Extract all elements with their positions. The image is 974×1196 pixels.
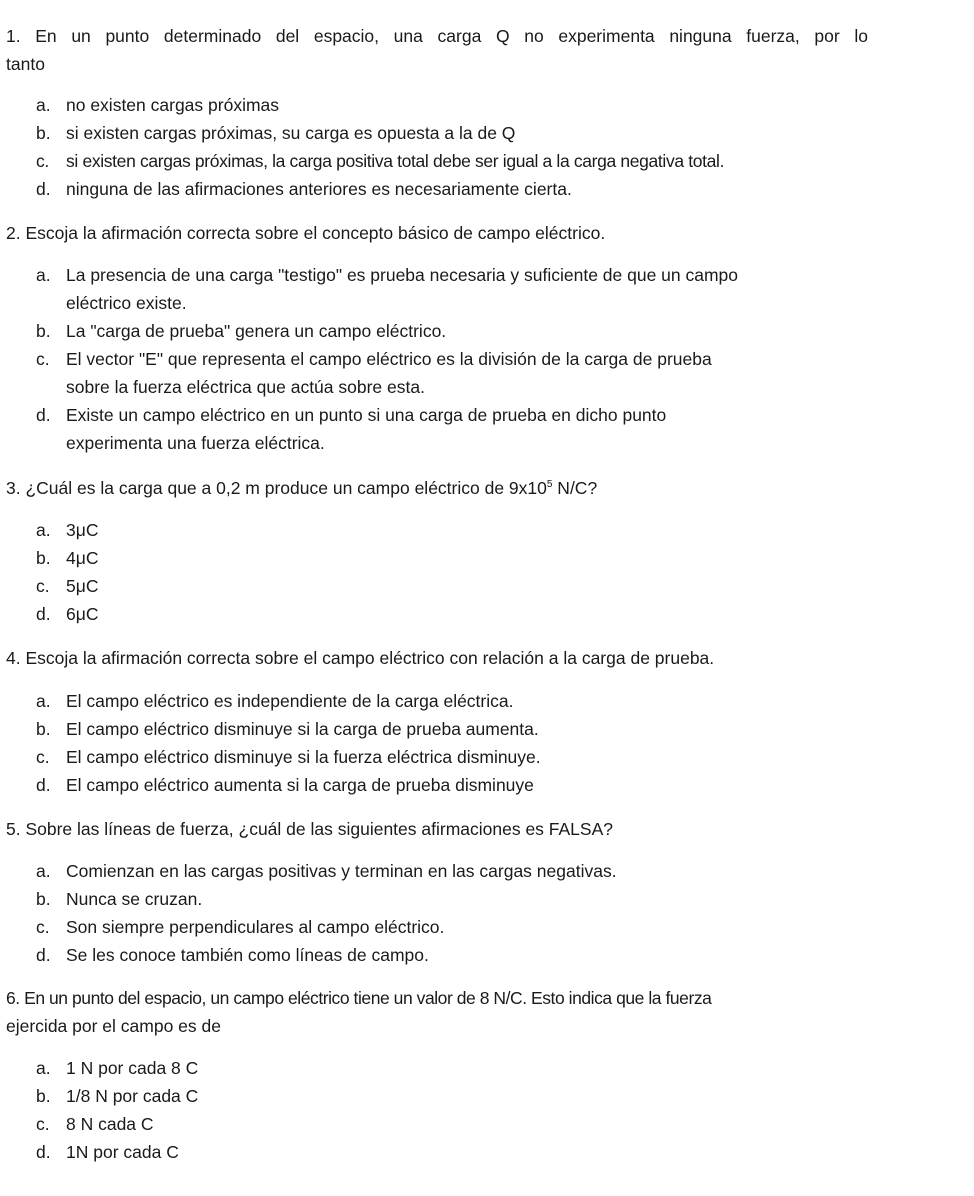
- question-1-option-b: [36, 121, 515, 145]
- question-1-stem: 1. En un punto determinado del espacio, una carga Q no experimenta ninguna fuerza, por lo: [6, 26, 868, 46]
- question-2-option-a: [36, 263, 738, 287]
- option-text: Se les conoce también como líneas de campo.: [66, 945, 429, 965]
- option-text: 8 N cada C: [66, 1114, 154, 1134]
- option-text: si existen cargas próximas, la carga positiva total debe ser igual a la carga negativa total.: [66, 151, 725, 171]
- question-4-option-a: [36, 689, 513, 713]
- option-letter: c.: [36, 917, 50, 937]
- question-5-option-b: [36, 887, 202, 911]
- question-5-option-d: [36, 943, 429, 967]
- question-1-option-a: [36, 93, 279, 117]
- stem-unit: N/C?: [552, 478, 598, 498]
- question-1-option-d: [36, 177, 572, 201]
- option-text: El vector "E" que representa el campo eléctrico es la división de la carga de prueba: [66, 349, 712, 369]
- question-5-stem: 5. Sobre las líneas de fuerza, ¿cuál de las siguientes afirmaciones es FALSA?: [6, 819, 613, 839]
- option-text: ninguna de las afirmaciones anteriores es necesariamente cierta.: [66, 179, 572, 199]
- option-text: 3μC: [66, 520, 99, 540]
- option-letter: a.: [36, 861, 51, 881]
- option-letter: c.: [36, 1114, 50, 1134]
- option-text: La "carga de prueba" genera un campo eléctrico.: [66, 321, 447, 341]
- question-6-option-d: [36, 1140, 179, 1164]
- option-letter: c.: [36, 151, 49, 171]
- question-2-option-d: [36, 403, 666, 427]
- option-text: si existen cargas próximas, su carga es opuesta a la de Q: [66, 123, 516, 143]
- option-text: El campo eléctrico aumenta si la carga de prueba disminuye: [66, 775, 534, 795]
- question-6-option-c: [36, 1112, 154, 1136]
- option-text: El campo eléctrico disminuye si la fuerza eléctrica disminuye.: [66, 747, 541, 767]
- option-text: Son siempre perpendiculares al campo eléctrico.: [66, 917, 445, 937]
- question-6-stem-cont: ejercida por el campo es de: [6, 1016, 221, 1036]
- question-3-stem: [6, 476, 597, 500]
- question-3-option-d: [36, 602, 98, 626]
- option-text: El campo eléctrico disminuye si la carga de prueba aumenta.: [66, 719, 539, 739]
- option-text: 5μC: [66, 576, 99, 596]
- question-4-option-c: [36, 745, 541, 769]
- question-6-stem: 6. En un punto del espacio, un campo eléctrico tiene un valor de 8 N/C. Esto indica que la fuerza: [6, 988, 712, 1008]
- option-text: Comienzan en las cargas positivas y terminan en las cargas negativas.: [66, 861, 617, 881]
- option-letter: b.: [36, 321, 51, 341]
- option-letter: a.: [36, 1058, 51, 1078]
- option-text: 1 N por cada 8 C: [66, 1058, 199, 1078]
- question-4-option-d: [36, 773, 534, 797]
- option-letter: a.: [36, 265, 51, 285]
- question-3-option-c: [36, 574, 98, 598]
- question-2-stem: 2. Escoja la afirmación correcta sobre el concepto básico de campo eléctrico.: [6, 223, 606, 243]
- option-letter: a.: [36, 520, 51, 540]
- question-2-option-c: [36, 347, 712, 371]
- question-2-option-b: [36, 319, 446, 343]
- question-2-option-a-cont: eléctrico existe.: [66, 293, 187, 313]
- option-letter: d.: [36, 945, 51, 965]
- option-letter: b.: [36, 1086, 51, 1106]
- question-6-option-a: [36, 1056, 198, 1080]
- option-letter: b.: [36, 548, 51, 568]
- option-letter: b.: [36, 123, 51, 143]
- option-letter: c.: [36, 349, 50, 369]
- stem-text: 3. ¿Cuál es la carga que a 0,2 m produce un campo eléctrico de 9x10: [6, 478, 547, 498]
- option-letter: d.: [36, 1142, 51, 1162]
- option-text: El campo eléctrico es independiente de la carga eléctrica.: [66, 691, 514, 711]
- option-letter: c.: [36, 747, 50, 767]
- option-letter: b.: [36, 889, 51, 909]
- option-letter: b.: [36, 719, 51, 739]
- option-letter: c.: [36, 576, 50, 596]
- question-2-option-d-cont: experimenta una fuerza eléctrica.: [66, 433, 325, 453]
- option-text: 1/8 N por cada C: [66, 1086, 199, 1106]
- question-6-option-b: [36, 1084, 198, 1108]
- question-3-option-a: [36, 518, 98, 542]
- exponent: 5: [546, 479, 553, 490]
- question-4-option-b: [36, 717, 539, 741]
- option-letter: d.: [36, 604, 51, 624]
- option-text: 4μC: [66, 548, 99, 568]
- question-5-option-c: [36, 915, 444, 939]
- option-letter: a.: [36, 95, 51, 115]
- option-letter: a.: [36, 691, 51, 711]
- option-text: 6μC: [66, 604, 99, 624]
- question-5-option-a: [36, 859, 617, 883]
- option-letter: d.: [36, 405, 51, 425]
- option-letter: d.: [36, 179, 51, 199]
- question-2-option-c-cont: sobre la fuerza eléctrica que actúa sobre esta.: [66, 377, 425, 397]
- question-1-stem-cont: tanto: [6, 54, 45, 74]
- question-3-option-b: [36, 546, 98, 570]
- option-text: 1N por cada C: [66, 1142, 179, 1162]
- option-text: Nunca se cruzan.: [66, 889, 203, 909]
- option-text: Existe un campo eléctrico en un punto si una carga de prueba en dicho punto: [66, 405, 667, 425]
- question-1-option-c: [36, 149, 724, 173]
- option-text: La presencia de una carga "testigo" es prueba necesaria y suficiente de que un campo: [66, 265, 739, 285]
- option-letter: d.: [36, 775, 51, 795]
- question-4-stem: 4. Escoja la afirmación correcta sobre el campo eléctrico con relación a la carga de prueba.: [6, 648, 715, 668]
- option-text: no existen cargas próximas: [66, 95, 280, 115]
